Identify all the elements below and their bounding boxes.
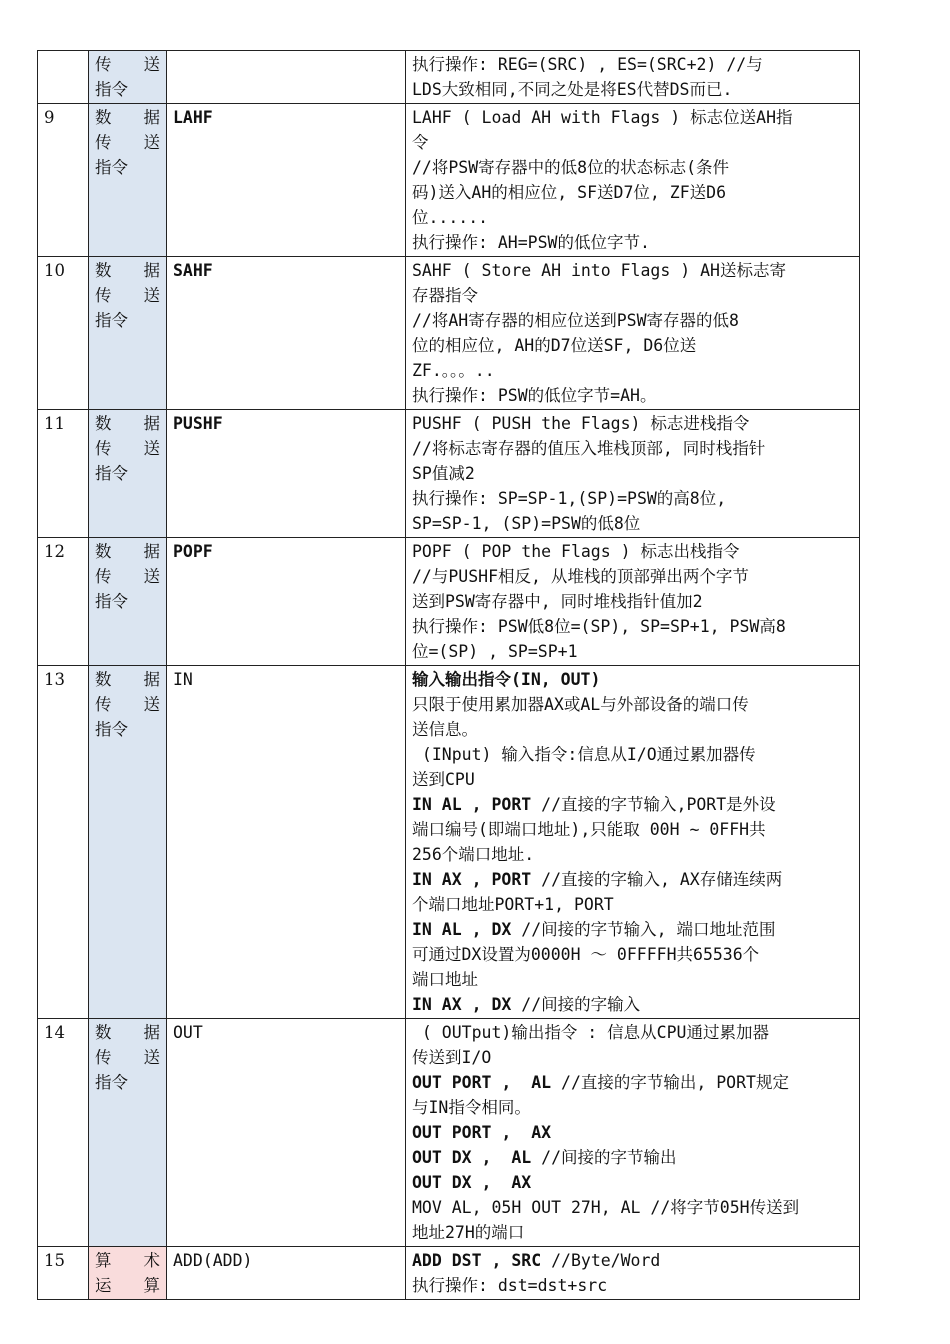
description-line <box>412 892 853 917</box>
table-row <box>38 257 860 410</box>
table-row <box>38 1019 860 1247</box>
category-line <box>95 411 160 436</box>
description-line <box>412 742 853 767</box>
description-text: MOV AL, 05H OUT 27H, AL //将字节05H传送到 <box>412 1198 800 1217</box>
description-text: 令 <box>412 133 429 152</box>
description-text: ZF.。。。.. <box>412 361 495 380</box>
table-row <box>38 104 860 257</box>
row-number: 10 <box>38 257 89 410</box>
description-cell <box>406 1019 860 1247</box>
description-line <box>412 155 853 180</box>
description-text: 传送到I/O <box>412 1048 492 1067</box>
description-line <box>412 411 853 436</box>
category-char: 传 <box>95 439 112 458</box>
description-line <box>412 283 853 308</box>
description-text: //直接的字节输入,PORT是外设 <box>541 795 776 814</box>
description-text: 执行操作: AH=PSW的低位字节. <box>412 233 650 252</box>
code-syntax: IN AL , PORT <box>412 795 542 814</box>
description-text: 与IN指令相同。 <box>412 1098 531 1117</box>
description-text: 送到PSW寄存器中, 同时堆栈指针值加2 <box>412 592 703 611</box>
category-line <box>95 105 160 130</box>
table-row <box>38 666 860 1019</box>
code-syntax: OUT DX , AX <box>412 1173 532 1192</box>
category-cell <box>89 1247 167 1300</box>
category-cell <box>89 104 167 257</box>
category-line <box>95 1273 160 1298</box>
category-line <box>95 692 160 717</box>
category-char: 数 <box>95 542 112 561</box>
code-syntax: IN AX , DX <box>412 995 522 1014</box>
description-line <box>412 817 853 842</box>
description-cell <box>406 257 860 410</box>
category-line <box>95 308 160 333</box>
category-line <box>95 77 160 102</box>
description-text: 端口编号(即端口地址),只能取 00H ~ 0FFH共 <box>412 820 766 839</box>
description-text: 地址27H的端口 <box>412 1223 525 1242</box>
description-line <box>412 667 853 692</box>
description-text: 位=(SP) , SP=SP+1 <box>412 642 578 661</box>
category-line <box>95 52 160 77</box>
category-char: 据 <box>143 1023 160 1042</box>
description-cell <box>406 666 860 1019</box>
description-line <box>412 967 853 992</box>
category-char: 传 <box>95 286 112 305</box>
description-line <box>412 867 853 892</box>
category-line <box>95 589 160 614</box>
description-line <box>412 52 853 77</box>
description-line <box>412 105 853 130</box>
category-line <box>95 1045 160 1070</box>
row-number: 15 <box>38 1247 89 1300</box>
description-text: SP=SP-1, (SP)=PSW的低8位 <box>412 514 641 533</box>
description-text: 只限于使用累加器AX或AL与外部设备的端口传 <box>412 695 749 714</box>
category-char: 送 <box>143 439 160 458</box>
instruction-name: PUSHF <box>167 410 406 538</box>
description-text: //与PUSHF相反, 从堆栈的顶部弹出两个字节 <box>412 567 749 586</box>
description-line <box>412 792 853 817</box>
description-text: LAHF ( Load AH with Flags ) 标志位送AH指 <box>412 108 793 127</box>
instruction-name: ADD(ADD) <box>167 1247 406 1300</box>
category-char: 送 <box>143 695 160 714</box>
category-char: 传 <box>95 567 112 586</box>
category-cell <box>89 538 167 666</box>
category-line <box>95 1248 160 1273</box>
description-line <box>412 1220 853 1245</box>
description-line <box>412 230 853 255</box>
description-line <box>412 461 853 486</box>
code-syntax: ADD DST , SRC <box>412 1251 552 1270</box>
category-line <box>95 717 160 742</box>
code-syntax: 输入输出指令(IN, OUT) <box>412 670 601 689</box>
category-char: 数 <box>95 1023 112 1042</box>
description-text: POPF ( POP the Flags ) 标志出栈指令 <box>412 542 740 561</box>
table-row <box>38 51 860 104</box>
category-char: 据 <box>143 108 160 127</box>
instruction-name: LAHF <box>167 104 406 257</box>
description-text: PUSHF ( PUSH the Flags) 标志进栈指令 <box>412 414 750 433</box>
row-number: 14 <box>38 1019 89 1247</box>
description-text: //间接的字输入 <box>521 995 641 1014</box>
description-line <box>412 1273 853 1298</box>
code-syntax: OUT DX , AL <box>412 1148 542 1167</box>
description-cell <box>406 104 860 257</box>
description-text: 256个端口地址. <box>412 845 535 864</box>
description-line <box>412 308 853 333</box>
description-line <box>412 692 853 717</box>
description-text: 执行操作: REG=(SRC) , ES=(SRC+2) //与 <box>412 55 763 74</box>
category-char: 据 <box>143 414 160 433</box>
description-text: 可通过DX设置为0000H ～ 0FFFFH共65536个 <box>412 945 760 964</box>
category-char: 指令 <box>95 1073 128 1092</box>
category-cell <box>89 410 167 538</box>
description-text: 送到CPU <box>412 770 475 789</box>
description-text: //直接的字输入, AX存储连续两 <box>541 870 783 889</box>
category-char: 传 <box>95 55 112 74</box>
description-line <box>412 589 853 614</box>
description-text: 送信息。 <box>412 720 478 739</box>
description-line <box>412 1145 853 1170</box>
description-cell <box>406 1247 860 1300</box>
category-char: 数 <box>95 261 112 280</box>
description-text: 执行操作: SP=SP-1,(SP)=PSW的高8位, <box>412 489 727 508</box>
description-line <box>412 564 853 589</box>
description-line <box>412 1195 853 1220</box>
category-char: 指令 <box>95 720 128 739</box>
description-line <box>412 917 853 942</box>
description-text: //Byte/Word <box>551 1251 661 1270</box>
category-char: 算 <box>95 1251 112 1270</box>
description-line <box>412 767 853 792</box>
description-line <box>412 130 853 155</box>
description-text: 存器指令 <box>412 286 478 305</box>
description-line <box>412 1070 853 1095</box>
category-line <box>95 283 160 308</box>
description-line <box>412 942 853 967</box>
category-char: 传 <box>95 133 112 152</box>
description-text: 执行操作: dst=dst+src <box>412 1276 608 1295</box>
description-cell <box>406 538 860 666</box>
category-line <box>95 564 160 589</box>
description-text: SAHF ( Store AH into Flags ) AH送标志寄 <box>412 261 786 280</box>
description-line <box>412 639 853 664</box>
description-line <box>412 614 853 639</box>
category-char: 指令 <box>95 158 128 177</box>
category-cell <box>89 51 167 104</box>
category-char: 据 <box>143 670 160 689</box>
category-char: 送 <box>143 133 160 152</box>
description-text: (INput) 输入指令:信息从I/O通过累加器传 <box>412 745 756 764</box>
description-text: //将PSW寄存器中的低8位的状态标志(条件 <box>412 158 730 177</box>
row-number: 12 <box>38 538 89 666</box>
description-line <box>412 511 853 536</box>
description-line <box>412 1020 853 1045</box>
description-line <box>412 1120 853 1145</box>
instruction-name: POPF <box>167 538 406 666</box>
description-line <box>412 539 853 564</box>
code-syntax: IN AX , PORT <box>412 870 542 889</box>
description-text: //将标志寄存器的值压入堆栈顶部, 同时栈指针 <box>412 439 766 458</box>
description-line <box>412 383 853 408</box>
description-text: //将AH寄存器的相应位送到PSW寄存器的低8 <box>412 311 739 330</box>
description-line <box>412 992 853 1017</box>
description-text: 端口地址 <box>412 970 478 989</box>
description-text: 执行操作: PSW的低位字节=AH。 <box>412 386 657 405</box>
category-char: 运 <box>95 1276 112 1295</box>
category-char: 据 <box>143 261 160 280</box>
description-cell <box>406 51 860 104</box>
category-line <box>95 436 160 461</box>
description-line <box>412 842 853 867</box>
category-line <box>95 539 160 564</box>
category-char: 送 <box>143 1048 160 1067</box>
description-line <box>412 1045 853 1070</box>
category-line <box>95 461 160 486</box>
category-char: 数 <box>95 108 112 127</box>
description-text: ( OUTput)输出指令 : 信息从CPU通过累加器 <box>412 1023 769 1042</box>
row-number <box>38 51 89 104</box>
category-char: 指令 <box>95 80 128 99</box>
category-char: 算 <box>143 1276 160 1295</box>
description-text: //间接的字节输出 <box>541 1148 677 1167</box>
description-line <box>412 77 853 102</box>
category-char: 据 <box>143 542 160 561</box>
description-text: //间接的字节输入, 端口地址范围 <box>521 920 776 939</box>
category-line <box>95 1070 160 1095</box>
category-char: 术 <box>143 1251 160 1270</box>
description-text: 位的相应位, AH的D7位送SF, D6位送 <box>412 336 697 355</box>
category-char: 传 <box>95 695 112 714</box>
category-cell <box>89 257 167 410</box>
category-cell <box>89 666 167 1019</box>
description-text: 个端口地址PORT+1, PORT <box>412 895 614 914</box>
instruction-table-body <box>38 51 860 1300</box>
description-line <box>412 358 853 383</box>
description-line <box>412 486 853 511</box>
description-text: LDS大致相同,不同之处是将ES代替DS而已. <box>412 80 733 99</box>
category-line <box>95 258 160 283</box>
table-row <box>38 410 860 538</box>
category-line <box>95 667 160 692</box>
category-char: 数 <box>95 414 112 433</box>
description-line <box>412 436 853 461</box>
description-text: 执行操作: PSW低8位=(SP), SP=SP+1, PSW高8 <box>412 617 786 636</box>
code-syntax: OUT PORT , AX <box>412 1123 552 1142</box>
row-number: 11 <box>38 410 89 538</box>
table-row <box>38 538 860 666</box>
description-text: SP值减2 <box>412 464 475 483</box>
category-char: 送 <box>143 567 160 586</box>
category-char: 传 <box>95 1048 112 1067</box>
category-char: 送 <box>143 55 160 74</box>
code-syntax: IN AL , DX <box>412 920 522 939</box>
instruction-name <box>167 51 406 104</box>
row-number: 13 <box>38 666 89 1019</box>
description-line <box>412 1170 853 1195</box>
category-char: 数 <box>95 670 112 689</box>
instruction-name: IN <box>167 666 406 1019</box>
instruction-table <box>37 50 860 1300</box>
description-text: 码)送入AH的相应位, SF送D7位, ZF送D6 <box>412 183 727 202</box>
description-line <box>412 333 853 358</box>
description-line <box>412 1095 853 1120</box>
category-char: 指令 <box>95 311 128 330</box>
description-line <box>412 205 853 230</box>
description-line <box>412 717 853 742</box>
code-syntax: OUT PORT , AL <box>412 1073 562 1092</box>
description-text: 位...... <box>412 208 489 227</box>
description-cell <box>406 410 860 538</box>
row-number: 9 <box>38 104 89 257</box>
description-text: //直接的字节输出, PORT规定 <box>561 1073 789 1092</box>
category-char: 送 <box>143 286 160 305</box>
description-line <box>412 1248 853 1273</box>
instruction-name: OUT <box>167 1019 406 1247</box>
category-line <box>95 130 160 155</box>
table-row <box>38 1247 860 1300</box>
category-char: 指令 <box>95 464 128 483</box>
category-line <box>95 155 160 180</box>
category-line <box>95 1020 160 1045</box>
category-cell <box>89 1019 167 1247</box>
description-line <box>412 180 853 205</box>
instruction-name: SAHF <box>167 257 406 410</box>
category-char: 指令 <box>95 592 128 611</box>
description-line <box>412 258 853 283</box>
